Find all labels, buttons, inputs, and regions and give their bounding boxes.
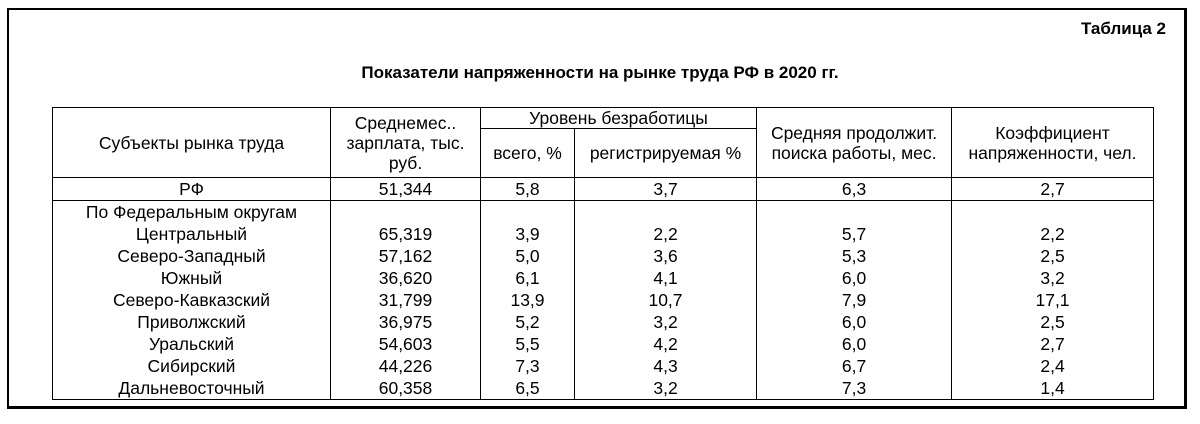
table-row <box>53 311 1154 333</box>
cell-total: 5,8 <box>481 178 575 201</box>
table-title: Показатели напряженности на рынке труда РФ в 2020 гг. <box>361 63 839 82</box>
cell-duration: 6,7 <box>757 355 952 377</box>
row-name: Центральный <box>53 223 331 245</box>
table-row <box>53 355 1154 377</box>
cell-registered: 4,2 <box>575 333 757 355</box>
cell-wage: 31,799 <box>331 289 481 311</box>
cell-total: 3,9 <box>481 223 575 245</box>
cell-wage: 60,358 <box>331 377 481 400</box>
header-duration: Средняя продолжит. поиска работы, мес. <box>757 108 952 178</box>
cell-total: 7,3 <box>481 355 575 377</box>
cell-duration: 7,9 <box>757 289 952 311</box>
table-number: Таблица 2 <box>1080 19 1166 38</box>
cell-total: 5,5 <box>481 333 575 355</box>
cell-total: 5,2 <box>481 311 575 333</box>
row-name: Сибирский <box>53 355 331 377</box>
districts-label: По Федеральным округам <box>53 201 331 224</box>
header-unemployment: Уровень безработицы <box>481 108 757 129</box>
cell-registered: 3,2 <box>575 377 757 400</box>
cell-duration: 6,0 <box>757 311 952 333</box>
row-name: Северо-Кавказский <box>53 289 331 311</box>
cell-registered: 3,6 <box>575 245 757 267</box>
labor-market-table <box>52 107 1154 400</box>
cell-wage: 36,975 <box>331 311 481 333</box>
cell-coefficient: 1,4 <box>952 377 1154 400</box>
header-wage: Среднемес.. зарплата, тыс. руб. <box>331 108 481 178</box>
header-registered: регистрируемая % <box>575 129 757 178</box>
cell-coefficient: 2,7 <box>952 178 1154 201</box>
cell-wage: 44,226 <box>331 355 481 377</box>
cell-registered: 4,1 <box>575 267 757 289</box>
cell-duration: 6,0 <box>757 333 952 355</box>
cell-duration: 6,3 <box>757 178 952 201</box>
table-row <box>53 245 1154 267</box>
table-row <box>53 333 1154 355</box>
cell-coefficient: 2,4 <box>952 355 1154 377</box>
header-coefficient: Коэффициент напряженности, чел. <box>952 108 1154 178</box>
header-total: всего, % <box>481 129 575 178</box>
row-name: Приволжский <box>53 311 331 333</box>
cell-coefficient: 2,5 <box>952 311 1154 333</box>
cell-registered: 10,7 <box>575 289 757 311</box>
cell-total: 6,5 <box>481 377 575 400</box>
cell-duration: 7,3 <box>757 377 952 400</box>
cell-duration: 5,3 <box>757 245 952 267</box>
cell-wage: 54,603 <box>331 333 481 355</box>
cell-registered: 2,2 <box>575 223 757 245</box>
cell-coefficient: 2,7 <box>952 333 1154 355</box>
row-name: Южный <box>53 267 331 289</box>
table-row <box>53 377 1154 400</box>
cell-registered: 3,7 <box>575 178 757 201</box>
cell-total: 13,9 <box>481 289 575 311</box>
table-row-districts-label <box>53 201 1154 224</box>
cell-coefficient: 17,1 <box>952 289 1154 311</box>
cell-total: 5,0 <box>481 245 575 267</box>
row-name: Северо-Западный <box>53 245 331 267</box>
table-row-rf <box>53 178 1154 201</box>
row-name: Уральский <box>53 333 331 355</box>
cell-wage: 65,319 <box>331 223 481 245</box>
table-row <box>53 289 1154 311</box>
cell-duration: 5,7 <box>757 223 952 245</box>
cell-wage: 51,344 <box>331 178 481 201</box>
cell-registered: 3,2 <box>575 311 757 333</box>
header-subjects: Субъекты рынка труда <box>53 108 331 178</box>
row-name: Дальневосточный <box>53 377 331 400</box>
row-name: РФ <box>53 178 331 201</box>
cell-wage: 36,620 <box>331 267 481 289</box>
cell-coefficient: 2,5 <box>952 245 1154 267</box>
cell-duration: 6,0 <box>757 267 952 289</box>
cell-coefficient: 2,2 <box>952 223 1154 245</box>
table-row <box>53 267 1154 289</box>
table-row <box>53 223 1154 245</box>
cell-wage: 57,162 <box>331 245 481 267</box>
cell-total: 6,1 <box>481 267 575 289</box>
cell-registered: 4,3 <box>575 355 757 377</box>
cell-coefficient: 3,2 <box>952 267 1154 289</box>
